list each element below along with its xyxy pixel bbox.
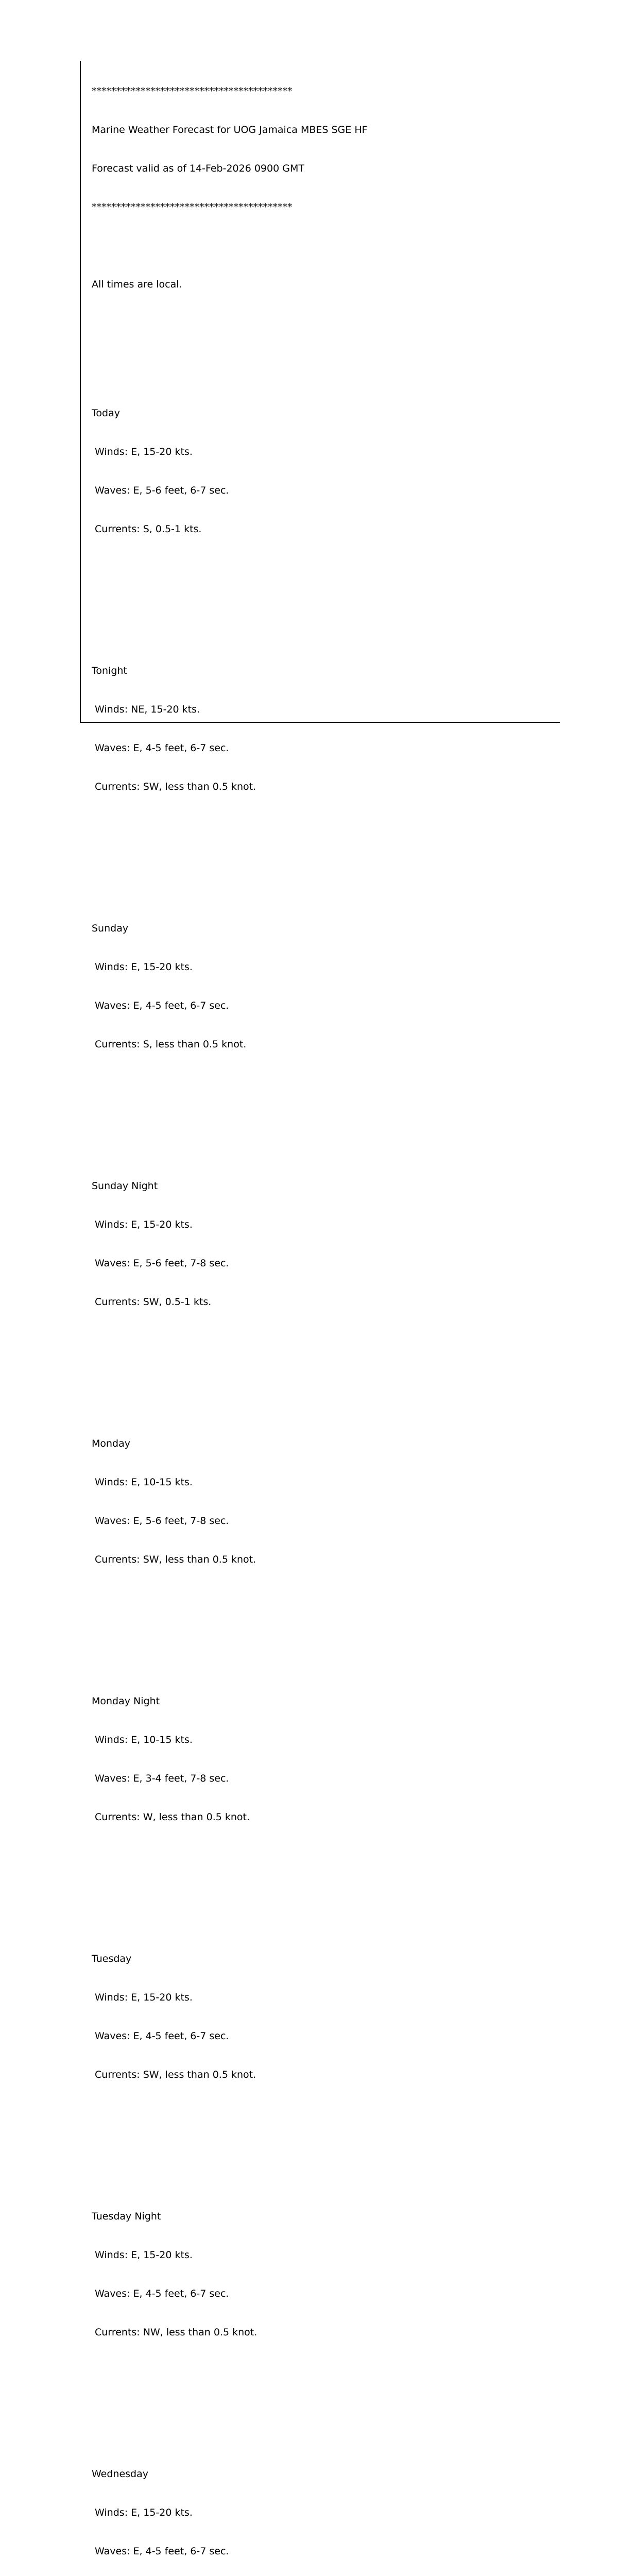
- waves-line: Waves: E, 4-5 feet, 6-7 sec.: [92, 1000, 229, 1011]
- winds-line: Winds: E, 10-15 kts.: [92, 1734, 193, 1745]
- blank-line: [92, 819, 368, 832]
- section-heading: Today: [92, 408, 120, 419]
- section-heading: Monday: [92, 1438, 131, 1449]
- forecast-section: [92, 2442, 368, 2576]
- forecast-section: [92, 896, 368, 1115]
- section-heading: Tuesday: [92, 1953, 132, 1964]
- forecast-section: [92, 381, 368, 600]
- currents-line: Currents: S, less than 0.5 knot.: [92, 1039, 247, 1050]
- blank-line: [92, 240, 368, 252]
- currents-line: Currents: SW, less than 0.5 knot.: [92, 2069, 256, 2080]
- waves-line: Waves: E, 4-5 feet, 6-7 sec.: [92, 742, 229, 754]
- divider-top: *****************************************: [92, 86, 293, 97]
- waves-line: Waves: E, 5-6 feet, 7-8 sec.: [92, 1258, 229, 1269]
- section-heading: Tonight: [92, 665, 127, 676]
- blank-line: [92, 1077, 368, 1090]
- currents-line: Currents: SW, less than 0.5 knot.: [92, 781, 256, 792]
- forecast-section: [92, 1669, 368, 1888]
- forecast-section: [92, 639, 368, 858]
- waves-line: Waves: E, 5-6 feet, 7-8 sec.: [92, 1515, 229, 1527]
- section-heading: Wednesday: [92, 2468, 149, 2480]
- blank-line: [92, 2365, 368, 2378]
- currents-line: Currents: W, less than 0.5 knot.: [92, 1811, 250, 1823]
- forecast-section: [92, 1412, 368, 1631]
- blank-line: [92, 562, 368, 574]
- currents-line: Currents: S, 0.5-1 kts.: [92, 523, 202, 535]
- winds-line: Winds: E, 15-20 kts.: [92, 2249, 193, 2261]
- section-heading: Sunday: [92, 923, 129, 934]
- blank-line: [92, 1334, 368, 1347]
- currents-line: Currents: NW, less than 0.5 knot.: [92, 2327, 258, 2338]
- blank-line: [92, 1850, 368, 1862]
- section-heading: Monday Night: [92, 1696, 160, 1707]
- blank-line: [92, 1592, 368, 1605]
- forecast-section: [92, 1154, 368, 1373]
- winds-line: Winds: E, 15-20 kts.: [92, 2507, 193, 2518]
- waves-line: Waves: E, 4-5 feet, 6-7 sec.: [92, 2030, 229, 2042]
- forecast-valid-date: Forecast valid as of 14-Feb-2026 0900 GMT: [92, 163, 304, 174]
- currents-line: Currents: SW, less than 0.5 knot.: [92, 1554, 256, 1565]
- currents-line: Currents: SW, 0.5-1 kts.: [92, 1296, 212, 1308]
- winds-line: Winds: NE, 15-20 kts.: [92, 704, 200, 715]
- forecast-sections: [92, 355, 368, 2576]
- section-heading: Sunday Night: [92, 1180, 158, 1192]
- blank-line: [92, 2107, 368, 2120]
- divider-bottom: *****************************************: [92, 201, 293, 213]
- winds-line: Winds: E, 15-20 kts.: [92, 1992, 193, 2003]
- forecast-title: Marine Weather Forecast for UOG Jamaica MBES SGE HF: [92, 124, 368, 135]
- winds-line: Winds: E, 15-20 kts.: [92, 961, 193, 973]
- section-heading: Tuesday Night: [92, 2211, 161, 2222]
- winds-line: Winds: E, 15-20 kts.: [92, 1219, 193, 1230]
- forecast-section: [92, 1927, 368, 2146]
- winds-line: Winds: E, 15-20 kts.: [92, 446, 193, 457]
- all-times-note: All times are local.: [92, 279, 182, 290]
- blank-line: [92, 317, 368, 330]
- waves-line: Waves: E, 3-4 feet, 7-8 sec.: [92, 1773, 229, 1784]
- forecast-text: [92, 59, 368, 2576]
- winds-line: Winds: E, 10-15 kts.: [92, 1477, 193, 1488]
- waves-line: Waves: E, 4-5 feet, 6-7 sec.: [92, 2546, 229, 2557]
- forecast-section: [92, 2184, 368, 2403]
- waves-line: Waves: E, 5-6 feet, 6-7 sec.: [92, 485, 229, 496]
- waves-line: Waves: E, 4-5 feet, 6-7 sec.: [92, 2288, 229, 2299]
